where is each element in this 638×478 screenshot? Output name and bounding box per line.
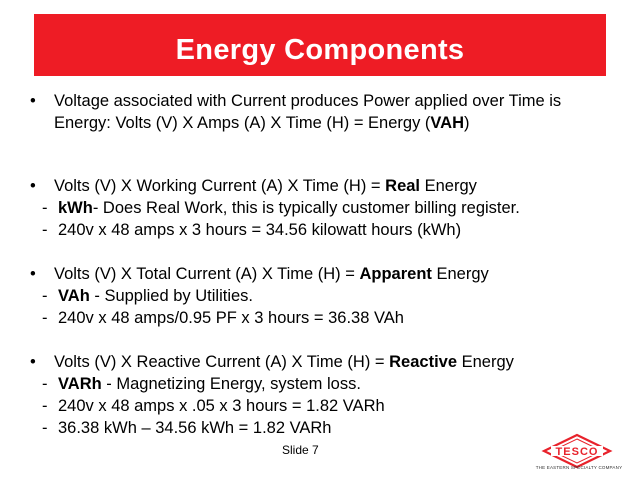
sub-item: - 240v x 48 amps x 3 hours = 34.56 kilowatt hours (kWh) xyxy=(42,221,462,239)
dash-marker: - xyxy=(42,221,48,239)
bullet-real-energy: • Volts (V) X Working Current (A) X Time (H) = Real Energy xyxy=(30,177,477,195)
bullet-marker: • xyxy=(30,92,36,110)
sub-item: - 240v x 48 amps x .05 x 3 hours = 1.82 VARh xyxy=(42,397,385,415)
bullet-line: Energy: Volts (V) X Amps (A) X Time (H) = Energy (VAH) xyxy=(54,114,470,132)
dash-marker: - xyxy=(42,287,48,305)
sub-item: - kWh- Does Real Work, this is typically customer billing register. xyxy=(42,199,520,217)
bullet-marker: • xyxy=(30,353,36,371)
bullet-marker: • xyxy=(30,265,36,283)
dash-marker: - xyxy=(42,397,48,415)
bullet-apparent-energy: • Volts (V) X Total Current (A) X Time (H) = Apparent Energy xyxy=(30,265,489,283)
tesco-logo xyxy=(538,433,616,469)
bullet-marker: • xyxy=(30,177,36,195)
title-bar xyxy=(34,14,606,76)
dash-marker: - xyxy=(42,375,48,393)
sub-item: - 36.38 kWh – 34.56 kWh = 1.82 VARh xyxy=(42,419,332,437)
logo-text: TESCO xyxy=(555,446,599,458)
dash-marker: - xyxy=(42,419,48,437)
slide-content xyxy=(28,90,618,439)
logo-caption: THE EASTERN SPECIALTY COMPANY xyxy=(535,465,623,470)
slide-title: Energy Components xyxy=(175,34,465,66)
dash-marker: - xyxy=(42,199,48,217)
dash-marker: - xyxy=(42,309,48,327)
bullet-reactive-energy: • Volts (V) X Reactive Current (A) X Time (H) = Reactive Energy xyxy=(30,353,514,371)
bullet-energy-definition xyxy=(28,90,618,134)
sub-item: - VARh - Magnetizing Energy, system loss. xyxy=(42,375,361,393)
sub-item: - VAh - Supplied by Utilities. xyxy=(42,287,254,305)
sub-item: - 240v x 48 amps/0.95 PF x 3 hours = 36.38 VAh xyxy=(42,309,404,327)
slide-number: Slide 7 xyxy=(282,443,319,457)
bullet-line: Voltage associated with Current produces Power applied over Time is xyxy=(54,92,562,110)
